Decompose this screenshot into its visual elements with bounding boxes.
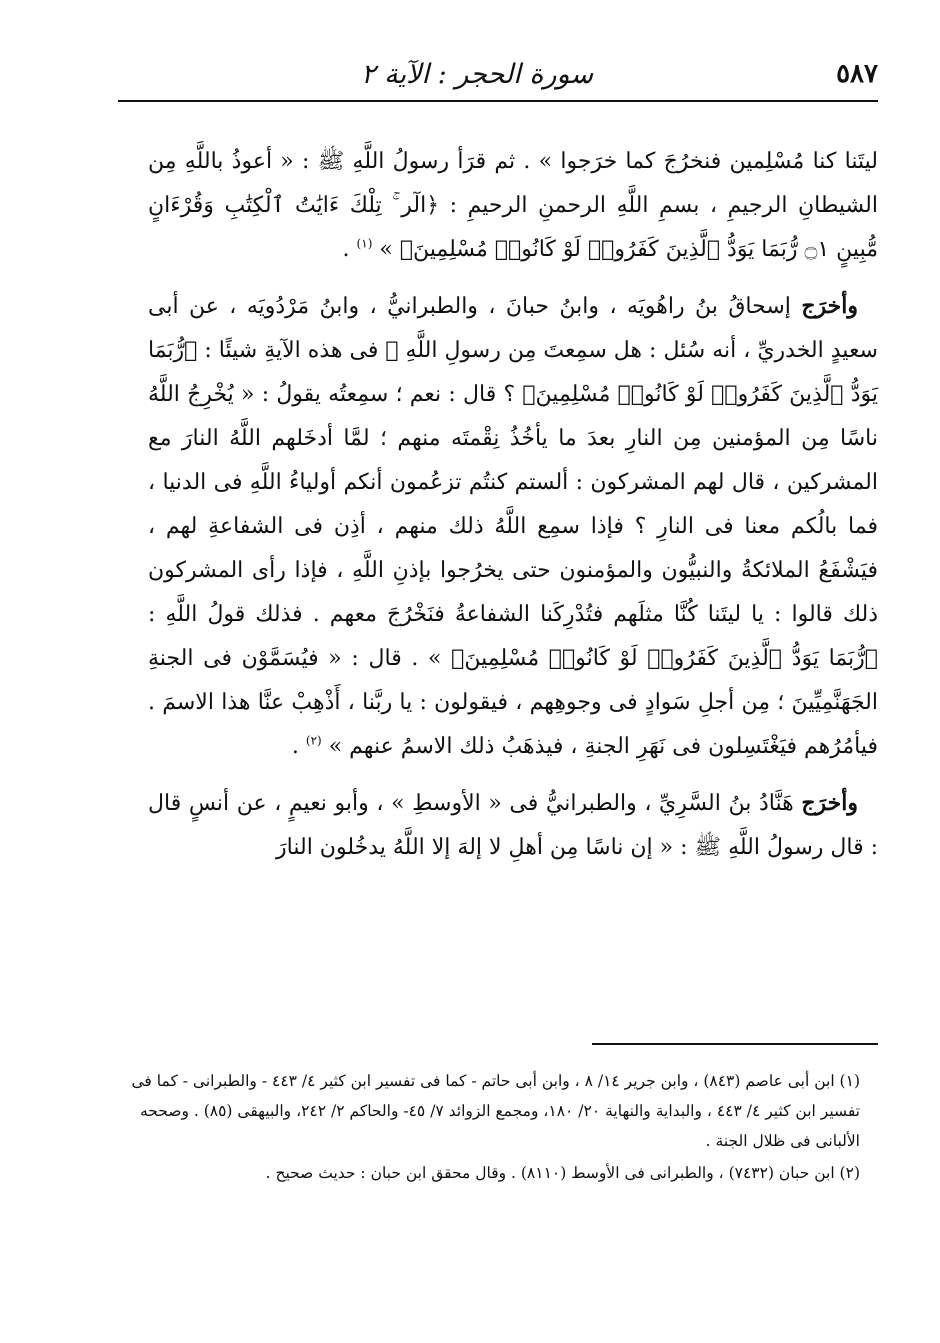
footnotes [120, 1066, 860, 1188]
footnote-2: (٢) ابن حبان (٧٤٣٢) ، والطبرانى فى الأوسط (٨١١٠) . وقال محقق ابن حبان : حديث صحيح . [265, 1164, 860, 1182]
paragraph-text: إسحاقُ بنُ راهُويَه ، وابنُ حبانَ ، والطبرانيُّ ، وابنُ مَرْدُويَه ، عن أبى سعيدٍ الخدريِّ ، أنه سُئل : هل سمِعتَ مِن رسولِ اللَّهِ ﷺ فى هذه الآيةِ شيئًا : ﴿رُّبَمَا يَوَدُّ ٱلَّذِينَ كَفَرُوا۟ لَوْ كَانُوا۟ مُسْلِمِينَ﴾ ؟ قال : نعم ؛ سمِعتُه يقولُ : « يُخْرِجُ اللَّهُ ناسًا مِن المؤمنين مِن النارِ بعدَ ما يأخُذُ نِقْمتَه منهم ؛ لمَّا أدخَلهم اللَّهُ النارَ مع المشركين ، قال لهم المشركون : ألستم كنتُم تزعُمون أنكم أولياءُ اللَّهِ فى الدنيا ، فما بالُكم معنا فى النارِ ؟ فإذا سمِع اللَّهُ ذلك منهم ، أذِن فى الشفاعةِ لهم ، فيَشْفَعُ الملائكةُ والنبيُّون والمؤمنون حتى يخرُجوا بإذنِ اللَّهِ ، فإذا رأى المشركون ذلك قالوا : يا ليتَنا كُنَّا مثلَهم فتُدْرِكَنا الشفاعةُ فنَخْرُجَ معهم . فذلك قولُ اللَّهِ : ﴿رُّبَمَا يَوَدُّ ٱلَّذِينَ كَفَرُوا۟ لَوْ كَانُوا۟ مُسْلِمِينَ﴾ » . قال : « فيُسَمَّوْن فى الجنةِ الجَهَنَّمِيِّينَ ؛ مِن أجلِ سَوادٍ فى وجوهِهم ، فيقولون : يا ربَّنا ، أَذْهِبْ عنَّا هذا الاسمَ . فيأمُرُهم فيَغْتَسِلون فى نَهَرِ الجنةِ ، فيذهَبُ ذلك الاسمُ عنهم » [148, 294, 879, 759]
footnote-1: (١) ابن أبى عاصم (٨٤٣) ، وابن جرير ١٤/ ٨ ، وابن أبى حاتم - كما فى تفسير ابن كثير ٤/ ٤٤٣ - والطبرانى - كما فى تفسير ابن كثير ٤/ ٤٤٣ ، والبداية والنهاية ٢٠/ ١٨٠، ومجمع الزوائد ٧/ ٤٥- والحاكم ٢/ ٢٤٢، والبيهقى (٨٥) . وصححه الألبانى فى ظلال الجنة . [131, 1072, 860, 1150]
paragraph-text: هَنَّادُ بنُ السَّرِيِّ ، والطبرانيُّ فى « الأوسطِ » ، وأبو نعيمٍ ، عن أنسٍ قال : قال رسولُ اللَّهِ ﷺ : « إن ناسًا مِن أهلِ لا إلهَ إلا اللَّهُ يدخُلون النارَ [148, 791, 878, 860]
header-rule [118, 100, 878, 102]
running-title: سورة الحجر : الآية ٢ [361, 58, 594, 90]
page-number: ٥٨٧ [836, 59, 878, 89]
paragraph-tail: . [291, 734, 299, 759]
footnote-ref: (١) [356, 236, 373, 251]
paragraph-1 [148, 140, 878, 272]
paragraph-tail: . [342, 237, 350, 262]
body-text [148, 140, 878, 870]
footnote-rule [592, 1043, 878, 1045]
paragraph-lead: وأخرَج [801, 293, 858, 319]
paragraph-3 [148, 781, 878, 870]
page-header [118, 50, 878, 98]
paragraph-text: ليتَنا كنا مُسْلِمين فنخرُجَ كما خرَجوا » . ثم قرَأ رسولُ اللَّهِ ﷺ : « أعوذُ باللَّهِ مِن الشيطانِ الرجيمِ ، بسمِ اللَّهِ الرحمنِ الرحيمِ : ﴿الٓر ۚ تِلْكَ ءَايَٰتُ ٱلْكِتَٰبِ وَقُرْءَانٍ مُّبِينٍ ۝١ رُّبَمَا يَوَدُّ ٱلَّذِينَ كَفَرُوا۟ لَوْ كَانُوا۟ مُسْلِمِينَ﴾ » [148, 149, 878, 262]
footnote-ref: (٢) [305, 733, 322, 748]
paragraph-lead: وأخرَج [801, 790, 859, 816]
paragraph-2 [148, 284, 878, 769]
